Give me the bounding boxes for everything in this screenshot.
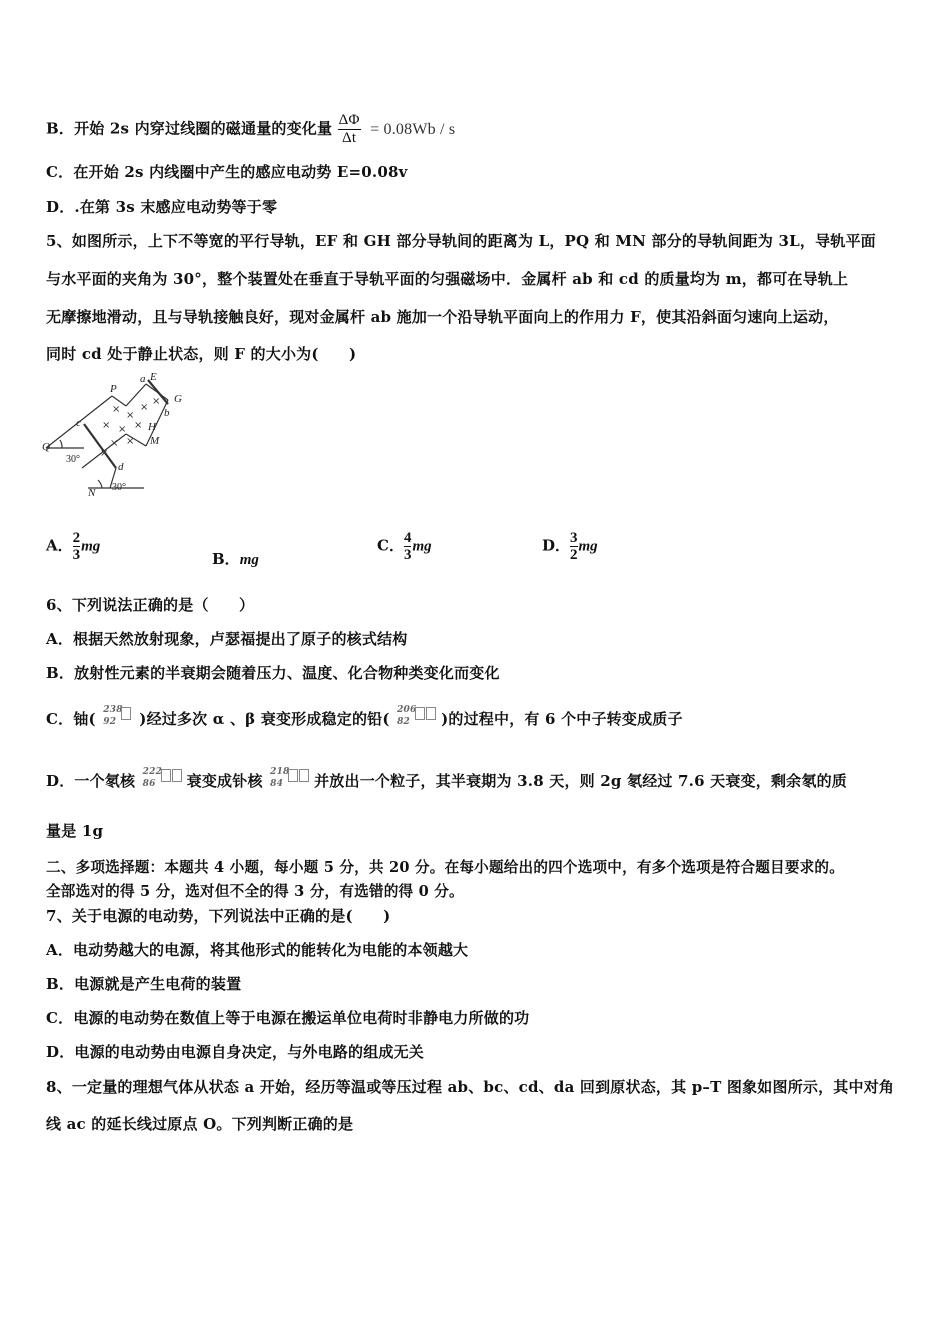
field-x-mark: × xyxy=(100,448,109,459)
nuclide-atomic-number: 86 xyxy=(142,779,156,789)
section-2-header-line-1: 二、多项选择题：本题共 4 小题，每小题 5 分，共 20 分。在每小题给出的四个选项中，有多个选项是符合题目要求的。 xyxy=(46,859,844,876)
q4-option-c: C．在开始 2s 内线圈中产生的感应电动势 E=0.08v xyxy=(46,163,408,181)
field-x-mark: × xyxy=(134,420,143,431)
nuclide-mass-number: 238 xyxy=(103,705,123,715)
label-n: N xyxy=(88,487,96,499)
label-d: d xyxy=(118,461,124,473)
fraction-denominator: 3 xyxy=(403,547,412,563)
label-m: M xyxy=(150,435,160,447)
q5-stem-line-2: 与水平面的夹角为 30°，整个装置处在垂直于导轨平面的匀强磁场中．金属杆 ab 和 cd 的质量均为 m，都可在导轨上 xyxy=(46,270,849,288)
q5-option-b-unit: mg xyxy=(239,552,259,568)
label-a: a xyxy=(140,373,146,385)
q4-option-b-text: B．开始 2s 内穿过线圈的磁通量的变化量 xyxy=(46,119,333,138)
q7-option-d: D．电源的电动势由电源自身决定，与外电路的组成无关 xyxy=(46,1043,425,1061)
lead-nuclide xyxy=(395,705,441,731)
q7-option-b: B．电源就是产生电荷的装置 xyxy=(46,975,242,993)
q5-option-c-unit: mg xyxy=(412,538,432,555)
nuclide-atomic-number: 92 xyxy=(103,717,117,727)
fraction-numerator: 3 xyxy=(570,530,578,546)
missing-glyph-box xyxy=(426,707,436,720)
flux-fraction-numerator: ΔΦ xyxy=(338,112,360,128)
missing-glyph-box xyxy=(299,769,309,782)
q7-option-c: C．电源的电动势在数值上等于电源在搬运单位电荷时非静电力所做的功 xyxy=(46,1009,530,1027)
q6-option-c-pre: C．铀( xyxy=(46,710,96,728)
field-x-mark: × xyxy=(110,438,119,449)
q5-option-d xyxy=(542,530,598,563)
q6-option-d-post: 并放出一个粒子，其半衰期为 3.8 天，则 2g 氡经过 7.6 天衰变，剩余氡的质 xyxy=(314,772,847,790)
missing-glyph-box xyxy=(172,769,182,782)
q5-option-a xyxy=(46,530,100,563)
field-x-mark: × xyxy=(112,404,121,415)
q6-option-d-continued: 量是 1g xyxy=(46,822,104,840)
q7-option-a: A．电动势越大的电源，将其他形式的能转化为电能的本领越大 xyxy=(46,941,469,959)
q5-option-c-fraction xyxy=(404,530,412,563)
q5-option-a-unit: mg xyxy=(81,538,101,555)
q6-option-c-mid: )经过多次 α 、β 衰变形成稳定的铅( xyxy=(139,710,390,728)
q6-option-c xyxy=(46,705,683,731)
label-h: H xyxy=(148,421,156,433)
uranium-nuclide xyxy=(101,705,139,731)
missing-glyph-box xyxy=(161,769,171,782)
fraction-denominator: 3 xyxy=(72,547,81,563)
section-2-header-line-2: 全部选对的得 5 分，选对但不全的得 3 分，有选错的得 0 分。 xyxy=(46,883,464,900)
q5-option-d-label: D． xyxy=(542,536,571,555)
missing-glyph-box xyxy=(121,707,131,720)
nuclide-mass-number: 218 xyxy=(270,767,290,777)
q5-option-d-fraction xyxy=(570,530,578,563)
field-x-mark: × xyxy=(118,424,127,435)
q5-option-c xyxy=(377,530,432,563)
q6-option-b: B．放射性元素的半衰期会随着压力、温度、化合物种类变化而变化 xyxy=(46,664,500,682)
q5-rail-diagram xyxy=(40,370,200,502)
label-p: P xyxy=(110,383,117,395)
q8-stem-line-2: 线 ac 的延长线过原点 O。下列判断正确的是 xyxy=(46,1115,354,1133)
field-x-mark: × xyxy=(140,402,149,413)
q5-option-c-label: C． xyxy=(377,536,404,555)
q6-option-c-post: )的过程中，有 6 个中子转变成质子 xyxy=(441,710,683,728)
label-e: E xyxy=(150,371,157,383)
flux-fraction xyxy=(338,112,361,147)
q7-stem: 7、关于电源的电动势，下列说法中正确的是( ) xyxy=(46,907,391,925)
missing-glyph-box xyxy=(415,707,425,720)
nuclide-atomic-number: 82 xyxy=(397,717,411,727)
angle-label-left: 30° xyxy=(66,454,80,465)
label-g: G xyxy=(174,393,182,405)
q5-stem-line-3: 无摩擦地滑动，且与导轨接触良好，现对金属杆 ab 施加一个沿导轨平面向上的作用力 F，使其沿斜面匀速向上运动， xyxy=(46,308,839,326)
q4-option-b xyxy=(46,112,455,147)
q8-stem-line-1: 8、一定量的理想气体从状态 a 开始，经历等温或等压过程 ab、bc、cd、da 回到原状态，其 p–T 图象如图所示，其中对角 xyxy=(46,1078,895,1096)
q6-stem: 6、下列说法正确的是（ ） xyxy=(46,596,255,614)
q5-option-d-unit: mg xyxy=(578,538,598,555)
nuclide-atomic-number: 84 xyxy=(270,779,284,789)
label-b: b xyxy=(164,407,170,419)
q5-option-b xyxy=(212,548,259,569)
q6-option-a: A．根据天然放射现象，卢瑟福提出了原子的核式结构 xyxy=(46,630,408,648)
polonium-nuclide xyxy=(268,767,314,793)
q6-option-d xyxy=(46,767,847,793)
fraction-numerator: 4 xyxy=(403,530,412,546)
missing-glyph-box xyxy=(288,769,298,782)
label-q: Q xyxy=(42,441,50,453)
q5-option-b-label: B． xyxy=(212,550,240,568)
q6-option-d-pre: D．一个氡核 xyxy=(46,772,136,790)
q5-stem-line-1: 5、如图所示，上下不等宽的平行导轨，EF 和 GH 部分导轨间的距离为 L，PQ 和 MN 部分的导轨间距为 3L，导轨平面 xyxy=(46,232,876,250)
fraction-numerator: 2 xyxy=(72,530,81,546)
q6-option-d-mid: 衰变成钋核 xyxy=(186,772,263,790)
field-x-mark: × xyxy=(126,436,135,447)
q5-option-a-label: A． xyxy=(46,536,73,555)
field-x-mark: × xyxy=(152,396,161,407)
field-x-mark: × xyxy=(102,420,111,431)
q5-option-a-fraction xyxy=(73,530,81,563)
flux-fraction-denominator: Δt xyxy=(342,130,357,146)
nuclide-mass-number: 206 xyxy=(397,705,417,715)
radon-nuclide xyxy=(141,767,187,793)
label-c: c xyxy=(76,417,81,429)
fraction-denominator: 2 xyxy=(570,547,578,563)
q5-stem-line-4: 同时 cd 处于静止状态，则 F 的大小为( ) xyxy=(46,345,357,363)
field-x-mark: × xyxy=(126,410,135,421)
q4-option-d: D．.在第 3s 末感应电动势等于零 xyxy=(46,198,278,216)
nuclide-mass-number: 222 xyxy=(142,767,163,777)
flux-fraction-value: = 0.08Wb / s xyxy=(370,120,456,138)
angle-label-bottom: 30° xyxy=(112,482,126,493)
